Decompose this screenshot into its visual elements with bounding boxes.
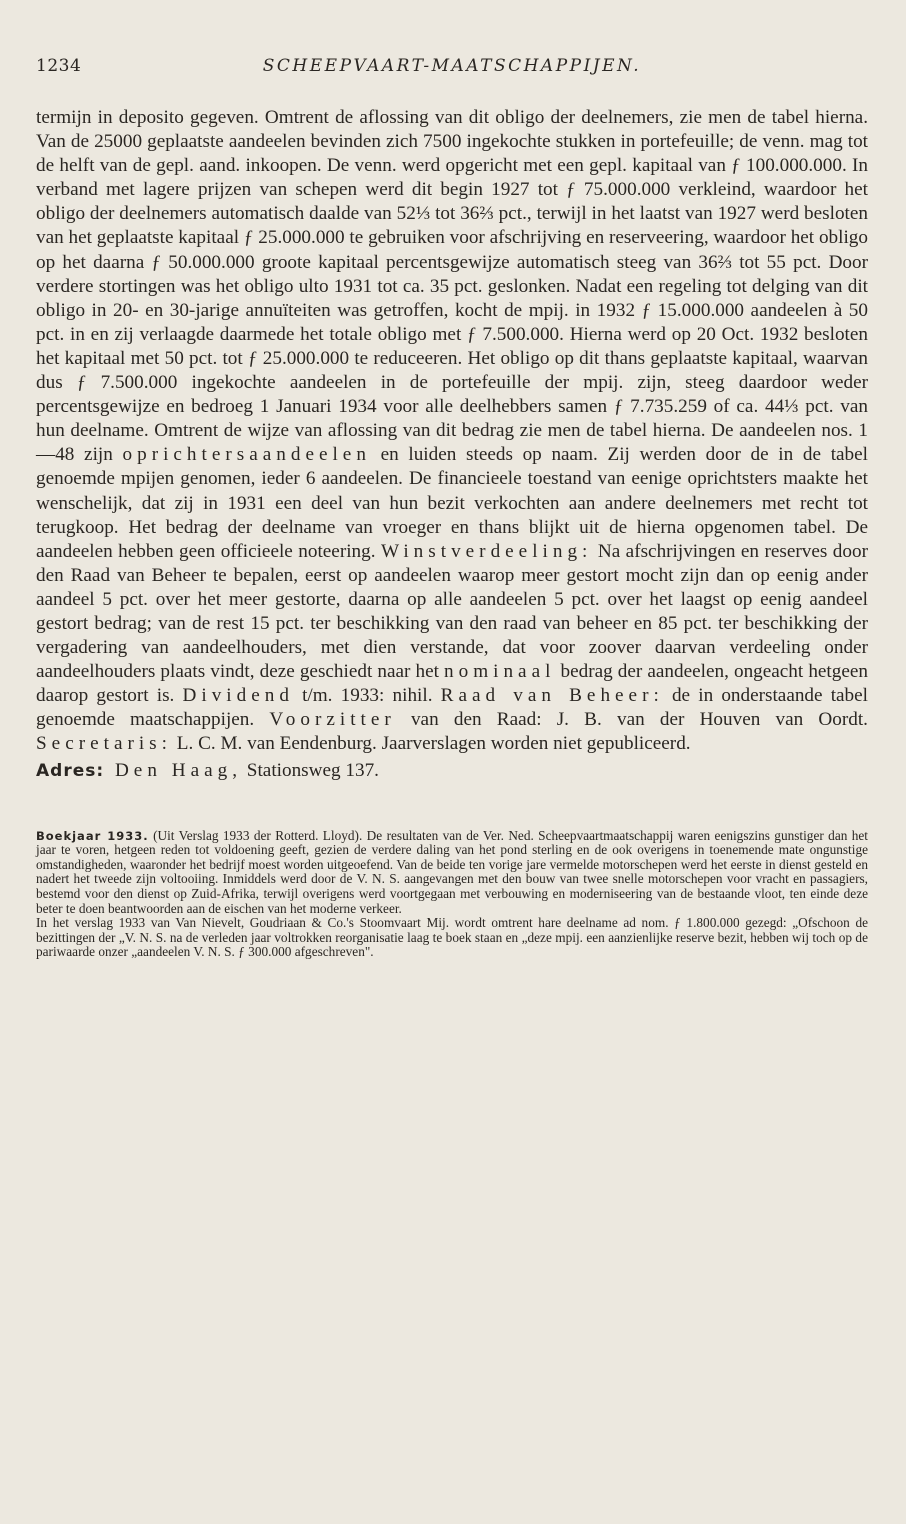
text-segment: van den Raad: J. B. van der Houven van Oordt. — [395, 709, 868, 731]
spaced-term-raad-van-beheer: Raad van Beheer: — [440, 685, 664, 707]
address-line — [36, 759, 868, 783]
text-segment: (Uit Verslag 1933 der Rotterd. Lloyd). De resultaten van de Ver. Ned. Scheepvaartmaatschappij waren eenigszins gunstiger dan het jaar te voren, hetgeen reden tot voldoening geeft, gezien de verdere daling van het pond sterling en de ook overigens in toenemende mate ongunstige omstandigheden, waaronder het bedrijf moest worden uitgeoefend. Van de beide ten vorige jare vermelde motorschepen werd het eerste in dienst gesteld en nadert het tweede zijn voltooiing. Inmiddels werd door de V. N. S. aangevangen met den bouw van twee snelle motorschepen voor vracht en passagiers, bestemd voor den dienst op Zuid-Afrika, terwijl overigens werd voortgegaan met verbouwing en moderniseering van de bestaande vloot, ten einde deze beter te doen beantwoorden aan de eischen van het moderne verkeer. — [36, 827, 868, 916]
boekjaar-paragraph-1 — [36, 829, 868, 917]
text-segment: en luiden steeds op naam. Zij werden door de in de tabel genoemde mpijen genomen, ieder 6 aandeelen. De financieele toestand van eenige oprichtsters maakte het wenschelijk, dat zij in 1931 een deel van hun bezit verkochten aan andere deelnemers met recht tot terugkoop. Het bedrag der deelname van vroeger en thans blijkt uit de hierna opgenomen tabel. De aandeelen hebben geen officieele noteering. — [36, 444, 868, 562]
spaced-term-nominaal: nominaal — [444, 661, 556, 683]
text-segment: de in onderstaande tabel genoemde maatschappijen. — [36, 685, 868, 731]
boekjaar-paragraph-2: In het verslag 1933 van Van Nievelt, Goudriaan & Co.'s Stoomvaart Mij. wordt omtrent hare deelname ad nom. ƒ 1.800.000 gezegd: „Ofschoon de bezittingen der „V. N. S. na de verleden jaar voltrokken reorganisatie laag te boek staan en „deze mpij. een aanzienlijke reserve bezit, hebben wij toch op de pariwaarde onzer „aandeelen V. N. S. ƒ 300.000 afgeschreven". — [36, 915, 868, 960]
main-paragraph — [36, 106, 868, 757]
company-description — [36, 106, 868, 757]
boekjaar-label: Boekjaar 1933. — [36, 828, 149, 843]
text-segment: termijn in deposito gegeven. Omtrent de aflossing van dit obligo der deelnemers, zie men de tabel hierna. Van de 25000 geplaatste aandeelen bevinden zich 7500 ingekochte stukken in portefeuille; de venn. mag tot de helft van de gepl. aand. inkoopen. De venn. werd opgericht met een gepl. kapitaal van ƒ 100.000.000. In verband met lagere prijzen van schepen werd dit begin 1927 tot ƒ 75.000.000 verkleind, waardoor het obligo der deelnemers automatisch daalde van 52⅓ tot 36⅔ pct., terwijl in het laatst van 1927 werd besloten van het geplaatste kapitaal ƒ 25.000.000 te gebruiken voor afschrijving en reserveering, waardoor het obligo op het daarna ƒ 50.000.000 groote kapitaal percentsgewijze automatisch steeg van 36⅔ tot 55 pct. Door verdere stortingen was het obligo ulto 1931 tot ca. 35 pct. geslonken. Nadat een regeling tot delging van dit obligo in 20- en 30-jarige annuïteiten was getroffen, kocht de mpij. in 1932 ƒ 15.000.000 aandeelen à 50 pct. in en zij verlaagde daarmede het totale obligo met ƒ 7.500.000. Hierna werd op 20 Oct. 1932 besloten het kapitaal met 50 pct. tot ƒ 25.000.000 te reduceeren. Het obligo op dit thans geplaatste kapitaal, waarvan dus ƒ 7.500.000 ingekochte aandeelen in de portefeuille der mpij. zijn, steeg daardoor weder percentsgewijze en bedroeg 1 Januari 1934 voor alle deelhebbers samen ƒ 7.735.259 of ca. 44⅓ pct. van hun deelname. Omtrent de wijze van aflossing van dit bedrag zie men de tabel hierna. De aandeelen nos. 1—48 zijn — [36, 107, 868, 466]
spaced-term-dividend: Dividend — [182, 685, 294, 707]
page-header — [36, 56, 868, 86]
address-city: Den Haag, — [114, 759, 242, 781]
spaced-term-oprichtersaandeelen: oprichtersaandeelen — [122, 444, 371, 466]
spaced-term-secretaris: Secretaris: — [36, 733, 172, 755]
spaced-term-winstverdeeling: Winstverdeeling: — [381, 540, 593, 562]
address-label: Adres: — [36, 760, 105, 781]
text-segment: Na afschrijvingen en reserves door den Raad van Beheer te bepalen, eerst op aandeelen waarop meer gestort mocht zijn dan op eenig ander aandeel 5 pct. over het meer gestorte, daarna op alle aandeelen 5 pct. over het laagst op eenig aandeel gestort bedrag; van de rest 15 pct. ter beschikking van den raad van beheer en 85 pct. ter beschikking der vergadering van aandeelhouders, met dien verstande, dat voor zoover daarvan verdeeling onder aandeelhouders plaats vindt, deze geschiedt naar het — [36, 540, 868, 683]
running-title: SCHEEPVAART-MAATSCHAPPIJEN. — [262, 56, 642, 76]
text-segment: t/m. 1933: nihil. — [293, 685, 441, 707]
address-street: Stationsweg 137. — [246, 759, 379, 781]
page-number: 1234 — [36, 56, 82, 76]
text-segment: L. C. M. van Eendenburg. Jaarverslagen worden niet gepubliceerd. — [171, 733, 691, 755]
boekjaar-section — [36, 829, 868, 960]
book-page — [36, 56, 868, 960]
text-segment: bedrag der aandeelen, ongeacht hetgeen daarop gestort is. — [36, 661, 868, 707]
spaced-term-voorzitter: Voorzitter — [269, 709, 396, 731]
